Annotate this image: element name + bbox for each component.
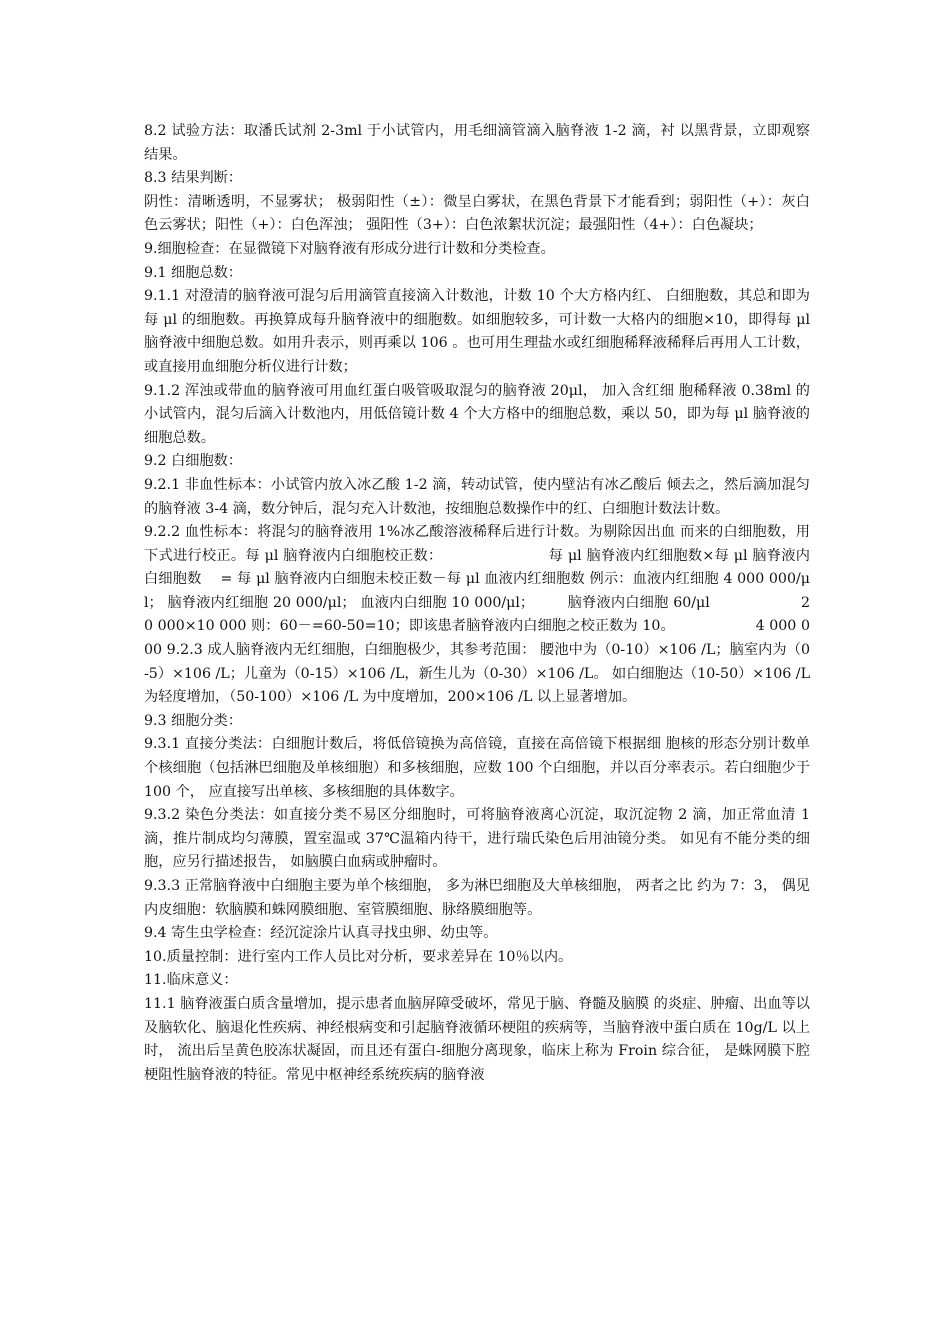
paragraph-8-2: 8.2 试验方法：取潘氏试剂 2-3ml 于小试管内，用毛细滴管滴入脑脊液 1-2 滴，衬 以黑背景，立即观察结果。 bbox=[144, 123, 810, 163]
heading-9-1: 9.1 细胞总数： bbox=[144, 264, 243, 281]
paragraph-9-3-1: 9.3.1 直接分类法：白细胞计数后，将低倍镜换为高倍镜，直接在高倍镜下根据细 胞核的形态分别计数单个核细胞（包括淋巴细胞及单核细胞）和多核细胞，应数 100 个白细胞，并以百分率表示。若白细胞少于 100 个， 应直接写出单核、多核细胞的具体数字。 bbox=[144, 736, 810, 800]
heading-11: 11.临床意义： bbox=[144, 972, 238, 989]
heading-9-3: 9.3 细胞分类： bbox=[144, 712, 243, 729]
paragraph-9-1-2: 9.1.2 浑浊或带血的脑脊液可用血红蛋白吸管吸取混匀的脑脊液 20μl， 加入含红细 胞稀释液 0.38ml 的小试管内，混匀后滴入计数池内，用低倍镜计数 4 个大方格中的细胞总数，乘以 50，即为每 μl 脑脊液的细胞总数。 bbox=[144, 382, 810, 446]
paragraph-9-2-1: 9.2.1 非血性标本：小试管内放入冰乙酸 1-2 滴，转动试管，使内壁沾有冰乙酸后 倾去之，然后滴加混匀的脑脊液 3-4 滴，数分钟后，混匀充入计数池，按细胞总数操作中的红、白细胞计数法计数。 bbox=[144, 476, 810, 517]
paragraph-9-3-3: 9.3.3 正常脑脊液中白细胞主要为单个核细胞， 多为淋巴细胞及大单核细胞， 两者之比 约为 7：3， 偶见内皮细胞：软脑膜和蛛网膜细胞、室管膜细胞、脉络膜细胞等。 bbox=[144, 878, 810, 918]
paragraph-9-2-2: 9.2.2 血性标本：将混匀的脑脊液用 1%冰乙酸溶液稀释后进行计数。为剔除因出血 而来的白细胞数，用下式进行校正。每 μl 脑脊液内白细胞校正数： 每 μl 脑脊液内红细胞数×每 μl 脑脊液内白细胞数 = 每 μl 脑脊液内白细胞未校正数－每 μl 血液内红细胞数 例示：血液内红细胞 4 000 000/μl； 脑脊液内红细胞 20 000/μl； 血液内白细胞 10 000/μl； 脑脊液内白细胞 60/μl 20 000×10 000 则：60－=60-50=10；即该患者脑脊液内白细胞之校正数为 10。 4 000 000 9.2.3 成人脑脊液内无红细胞，白细胞极少，其参考范围： 腰池中为（0-10）×106 /L；脑室内为（0-5）×106 /L；儿童为（0-15）×106 /L，新生儿为（0-30）×106 /L。 如白细胞达（10-50）×106 /L 为轻度增加，（50-100）×106 /L 为中度增加，200×106 /L 以上显著增加。 bbox=[144, 524, 810, 706]
paragraph-9-4: 9.4 寄生虫学检查：经沉淀涂片认真寻找虫卵、幼虫等。 bbox=[144, 925, 498, 942]
paragraph-11-1: 11.1 脑脊液蛋白质含量增加，提示患者血脑屏障受破坏，常见于脑、脊髓及脑膜 的炎症、肿瘤、出血等以及脑软化、脑退化性疾病、神经根病变和引起脑脊液循环梗阻的疾病等，当脑脊液中蛋白质在 10g/L 以上时， 流出后呈黄色胶冻状凝固，而且还有蛋白-细胞分离现象，临床上称为 Froin 综合征， 是蛛网膜下腔梗阻性脑脊液的特征。常见中枢神经系统疾病的脑脊液 bbox=[144, 995, 810, 1083]
heading-9: 9.细胞检查：在显微镜下对脑脊液有形成分进行计数和分类检查。 bbox=[144, 240, 555, 257]
paragraph-9-3-2: 9.3.2 染色分类法：如直接分类不易区分细胞时，可将脑脊液离心沉淀，取沉淀物 2 滴，加正常血清 1 滴，推片制成均匀薄膜，置室温或 37℃温箱内待干，进行瑞氏染色后用油镜分类。 如见有不能分类的细胞，应另行描述报告， 如脑膜白血病或肿瘤时。 bbox=[144, 807, 810, 871]
heading-8-3: 8.3 结果判断： bbox=[144, 170, 243, 187]
paragraph-9-1-1: 9.1.1 对澄清的脑脊液可混匀后用滴管直接滴入计数池，计数 10 个大方格内红、 白细胞数，其总和即为每 μl 的细胞数。再换算成每升脑脊液中的细胞数。如细胞较多，可计数一大格内的细胞×10，即得每 μl 脑脊液中细胞总数。如用升表示，则再乘以 106 。也可用生理盐水或红细胞稀释液稀释后再用人工计数，或直接用血细胞分析仪进行计数； bbox=[144, 288, 810, 375]
paragraph-result-judgement: 阴性：清晰透明，不显雾状； 极弱阳性（±）：微呈白雾状，在黑色背景下才能看到；弱阳性（+）：灰白色云雾状；阳性（+）：白色浑浊； 强阳性（3+）：白色浓絮状沉淀；最强阳性（4+）：白色凝块； bbox=[144, 193, 810, 234]
heading-9-2: 9.2 白细胞数： bbox=[144, 453, 243, 470]
paragraph-10: 10.质量控制：进行室内工作人员比对分析，要求差异在 10％以内。 bbox=[144, 948, 573, 965]
